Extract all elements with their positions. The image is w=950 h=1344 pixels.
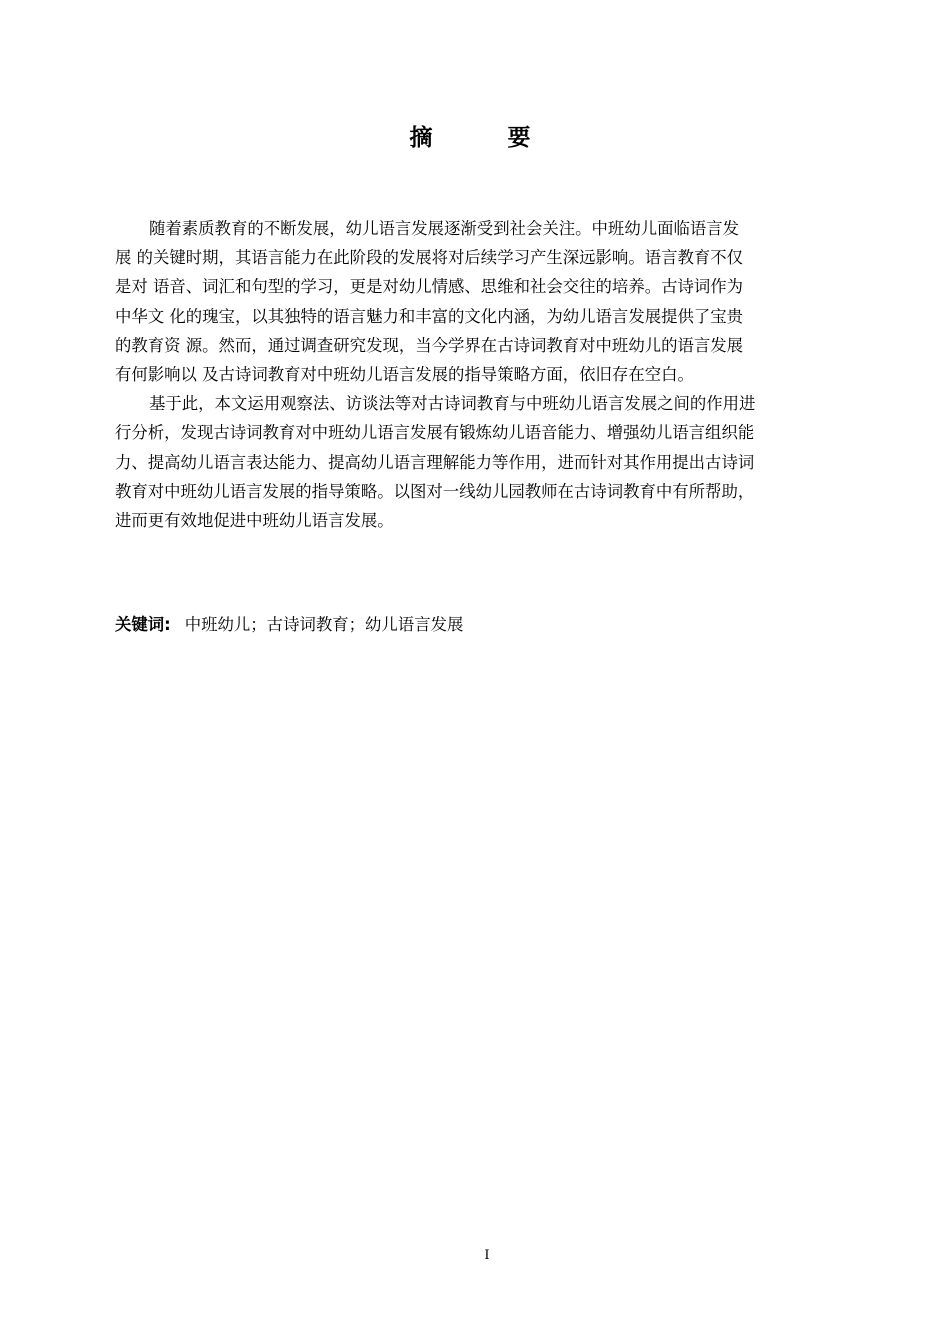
abstract-paragraph-1 [115,214,857,389]
text-line: 教育对中班幼儿语言发展的指导策略。以图对一线幼儿园教师在古诗词教育中有所帮助， [115,481,755,501]
text-line: 基于此，本文运用观察法、访谈法等对古诗词教育与中班幼儿语言发展之间的作用进 [149,394,756,414]
text-line: 是对 语音、词汇和句型的学习，更是对幼儿情感、思维和社会交往的培养。古诗词作为 [115,277,744,297]
abstract-paragraph-2 [115,389,857,535]
keywords-label: 关键词: [115,615,171,634]
text-line: 中华文 化的瑰宝，以其独特的语言魅力和丰富的文化内涵，为幼儿语言发展提供了宝贵 [115,306,744,326]
text-line: 展 的关键时期，其语言能力在此阶段的发展将对后续学习产生深远影响。语言教育不仅 [115,248,744,268]
keywords-value: 中班幼儿；古诗词教育；幼儿语言发展 [184,615,464,634]
text-line: 随着素质教育的不断发展，幼儿语言发展逐渐受到社会关注。中班幼儿面临语言发 [149,219,740,238]
page-number: I [484,1248,490,1263]
abstract-body [115,214,857,535]
text-line: 进而更有效地促进中班幼儿语言发展。 [115,511,394,531]
page-title: 摘 要 [409,125,557,151]
keywords-line [115,611,463,639]
text-line: 行分析，发现古诗词教育对中班幼儿语言发展有锻炼幼儿语音能力、增强幼儿语言组织能 [115,423,755,443]
text-line: 的教育资 源。然而，通过调查研究发现，当今学界在古诗词教育对中班幼儿的语言发展 [115,335,744,355]
text-line: 力、提高幼儿语言表达能力、提高幼儿语言理解能力等作用，进而针对其作用提出古诗词 [115,452,755,472]
text-line: 有何影响以 及古诗词教育对中班幼儿语言发展的指导策略方面，依旧存在空白。 [115,365,694,385]
